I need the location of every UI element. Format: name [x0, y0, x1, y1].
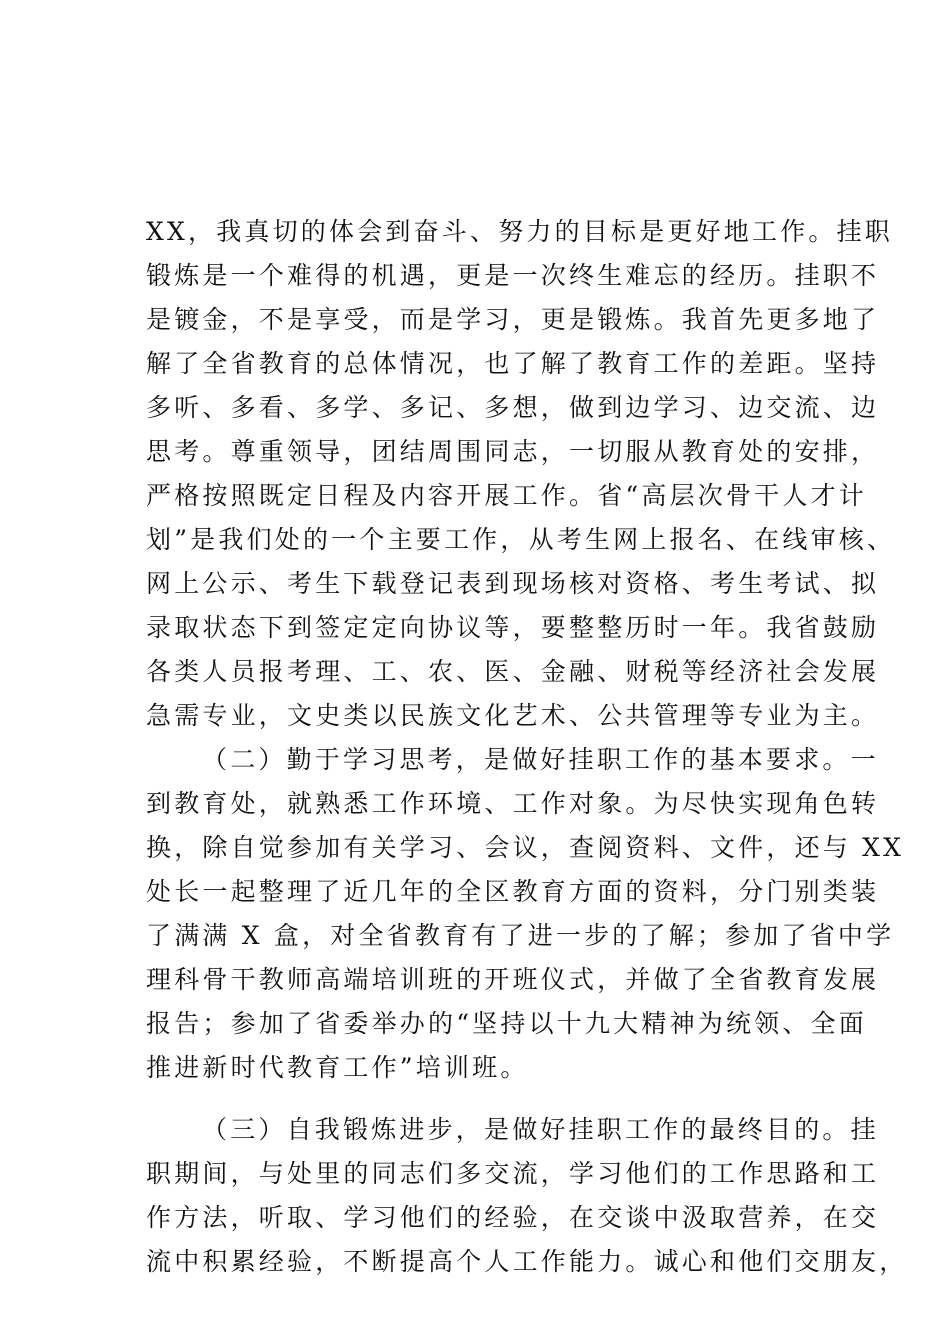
text-line: （三）自我锻炼进步，是做好挂职工作的最终目的。挂 [202, 1115, 879, 1144]
text-line: 录取状态下到签定定向协议等，要整整历时一年。我省鼓励 [146, 613, 880, 642]
text-line: 作方法，听取、学习他们的经验，在交谈中汲取营养，在交 [146, 1203, 880, 1232]
text-line: 处长一起整理了近几年的全区教育方面的资料，分门别类装 [146, 877, 880, 906]
text-line: 急需专业，文史类以民族文化艺术、公共管理等专业为主。 [146, 701, 880, 730]
text-line: 网上公示、考生下载登记表到现场核对资格、考生考试、拟 [146, 569, 880, 598]
text-line: 锻炼是一个难得的机遇，更是一次终生难忘的经历。挂职不 [146, 261, 880, 290]
text-line: 职期间，与处里的同志们多交流，学习他们的工作思路和工 [146, 1159, 880, 1188]
text-line: XX，我真切的体会到奋斗、努力的目标是更好地工作。挂职 [146, 217, 893, 246]
text-line: 多听、多看、多学、多记、多想，做到边学习、边交流、边 [146, 393, 880, 422]
text-line: 理科骨干教师高端培训班的开班仪式，并做了全省教育发展 [146, 965, 880, 994]
text-line: 思考。尊重领导，团结周围同志，一切服从教育处的安排， [146, 437, 880, 466]
text-line: 到教育处，就熟悉工作环境、工作对象。为尽快实现角色转 [146, 789, 880, 818]
text-line: 报告；参加了省委举办的“坚持以十九大精神为统领、全面 [146, 1009, 867, 1038]
text-line: 划”是我们处的一个主要工作，从考生网上报名、在线审核、 [146, 525, 896, 554]
text-line: 换，除自觉参加有关学习、会议，查阅资料、文件，还与 XX [146, 833, 905, 862]
text-line: 严格按照既定日程及内容开展工作。省“高层次骨干人才计 [146, 481, 867, 510]
text-line: （二）勤于学习思考，是做好挂职工作的基本要求。一 [202, 745, 879, 774]
text-line: 各类人员报考理、工、农、医、金融、财税等经济社会发展 [146, 657, 880, 686]
text-line: 了满满 X 盒，对全省教育有了进一步的了解；参加了省中学 [146, 921, 895, 950]
text-line: 解了全省教育的总体情况，也了解了教育工作的差距。坚持 [146, 349, 880, 378]
text-line: 推进新时代教育工作”培训班。 [146, 1053, 529, 1082]
text-line: 流中积累经验，不断提高个人工作能力。诚心和他们交朋友， [146, 1247, 908, 1276]
text-line: 是镀金，不是享受，而是学习，更是锻炼。我首先更多地了 [146, 305, 880, 334]
